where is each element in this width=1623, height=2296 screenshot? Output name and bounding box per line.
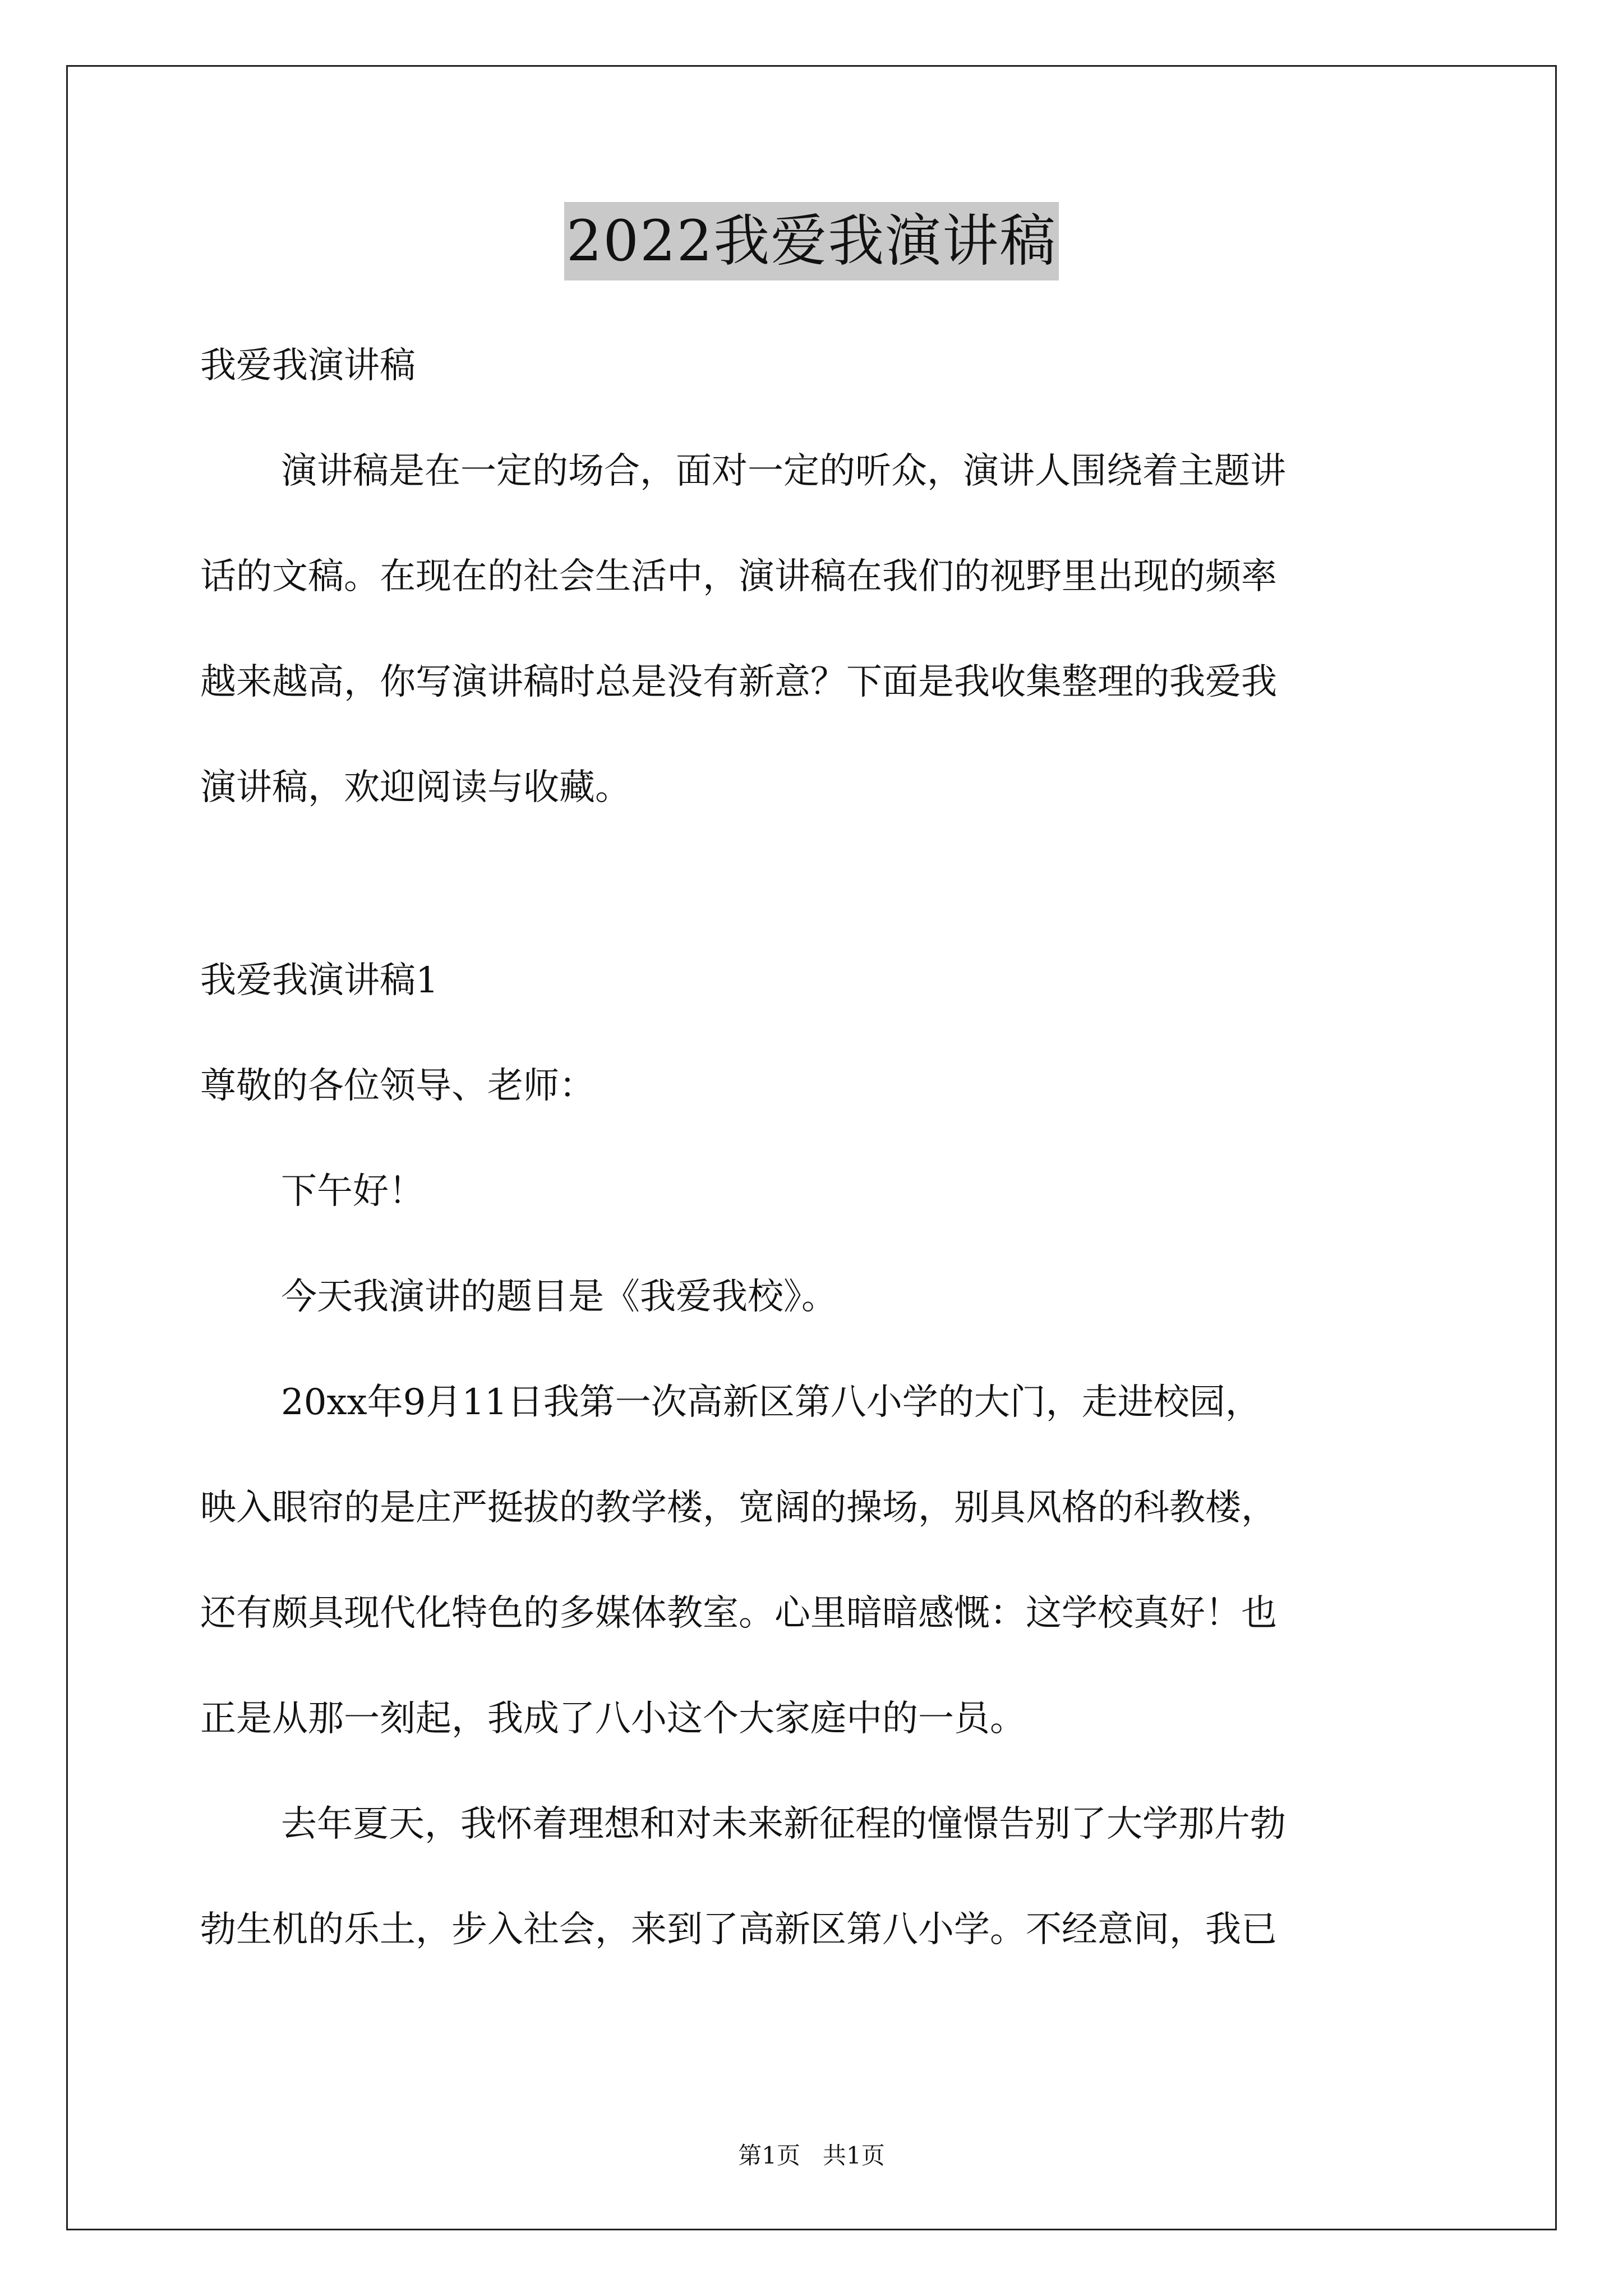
paragraph-line: 还有颇具现代化特色的多媒体教室。心里暗暗感慨：这学校真好！也 [200, 1593, 1277, 1634]
paragraph-line: 正是从那一刻起，我成了八小这个大家庭中的一员。 [200, 1698, 1026, 1740]
paragraph-line: 映入眼帘的是庄严挺拔的教学楼，宽阔的操场，别具风格的科教楼， [200, 1487, 1277, 1529]
section-heading: 我爱我演讲稿1 [200, 960, 439, 1001]
paragraph-line: 去年夏天，我怀着理想和对未来新征程的憧憬告别了大学那片勃 [281, 1803, 1286, 1845]
document-title: 2022我爱我演讲稿 [564, 202, 1059, 280]
paragraph-line: 勃生机的乐土，步入社会，来到了高新区第八小学。不经意间，我已 [200, 1909, 1277, 1950]
subtitle-line: 我爱我演讲稿 [200, 345, 416, 386]
document-body [200, 345, 1434, 1950]
paragraph-line: 20xx年9月11日我第一次高新区第八小学的大门，走进校园， [281, 1382, 1261, 1423]
paragraph-line: 演讲稿是在一定的场合，面对一定的听众，演讲人围绕着主题讲 [281, 450, 1286, 492]
page-number: 第1页 共1页 [738, 2142, 885, 2169]
paragraph-line: 演讲稿，欢迎阅读与收藏。 [200, 767, 631, 808]
greeting-line: 下午好！ [281, 1171, 425, 1212]
page-footer [0, 2142, 1623, 2170]
title-container [0, 202, 1623, 280]
paragraph-line: 话的文稿。在现在的社会生活中，演讲稿在我们的视野里出现的频率 [200, 556, 1277, 597]
salutation-line: 尊敬的各位领导、老师： [200, 1065, 595, 1107]
paragraph-line: 越来越高，你写演讲稿时总是没有新意？下面是我收集整理的我爱我 [200, 661, 1277, 703]
paragraph-line: 今天我演讲的题目是《我爱我校》。 [281, 1276, 837, 1318]
